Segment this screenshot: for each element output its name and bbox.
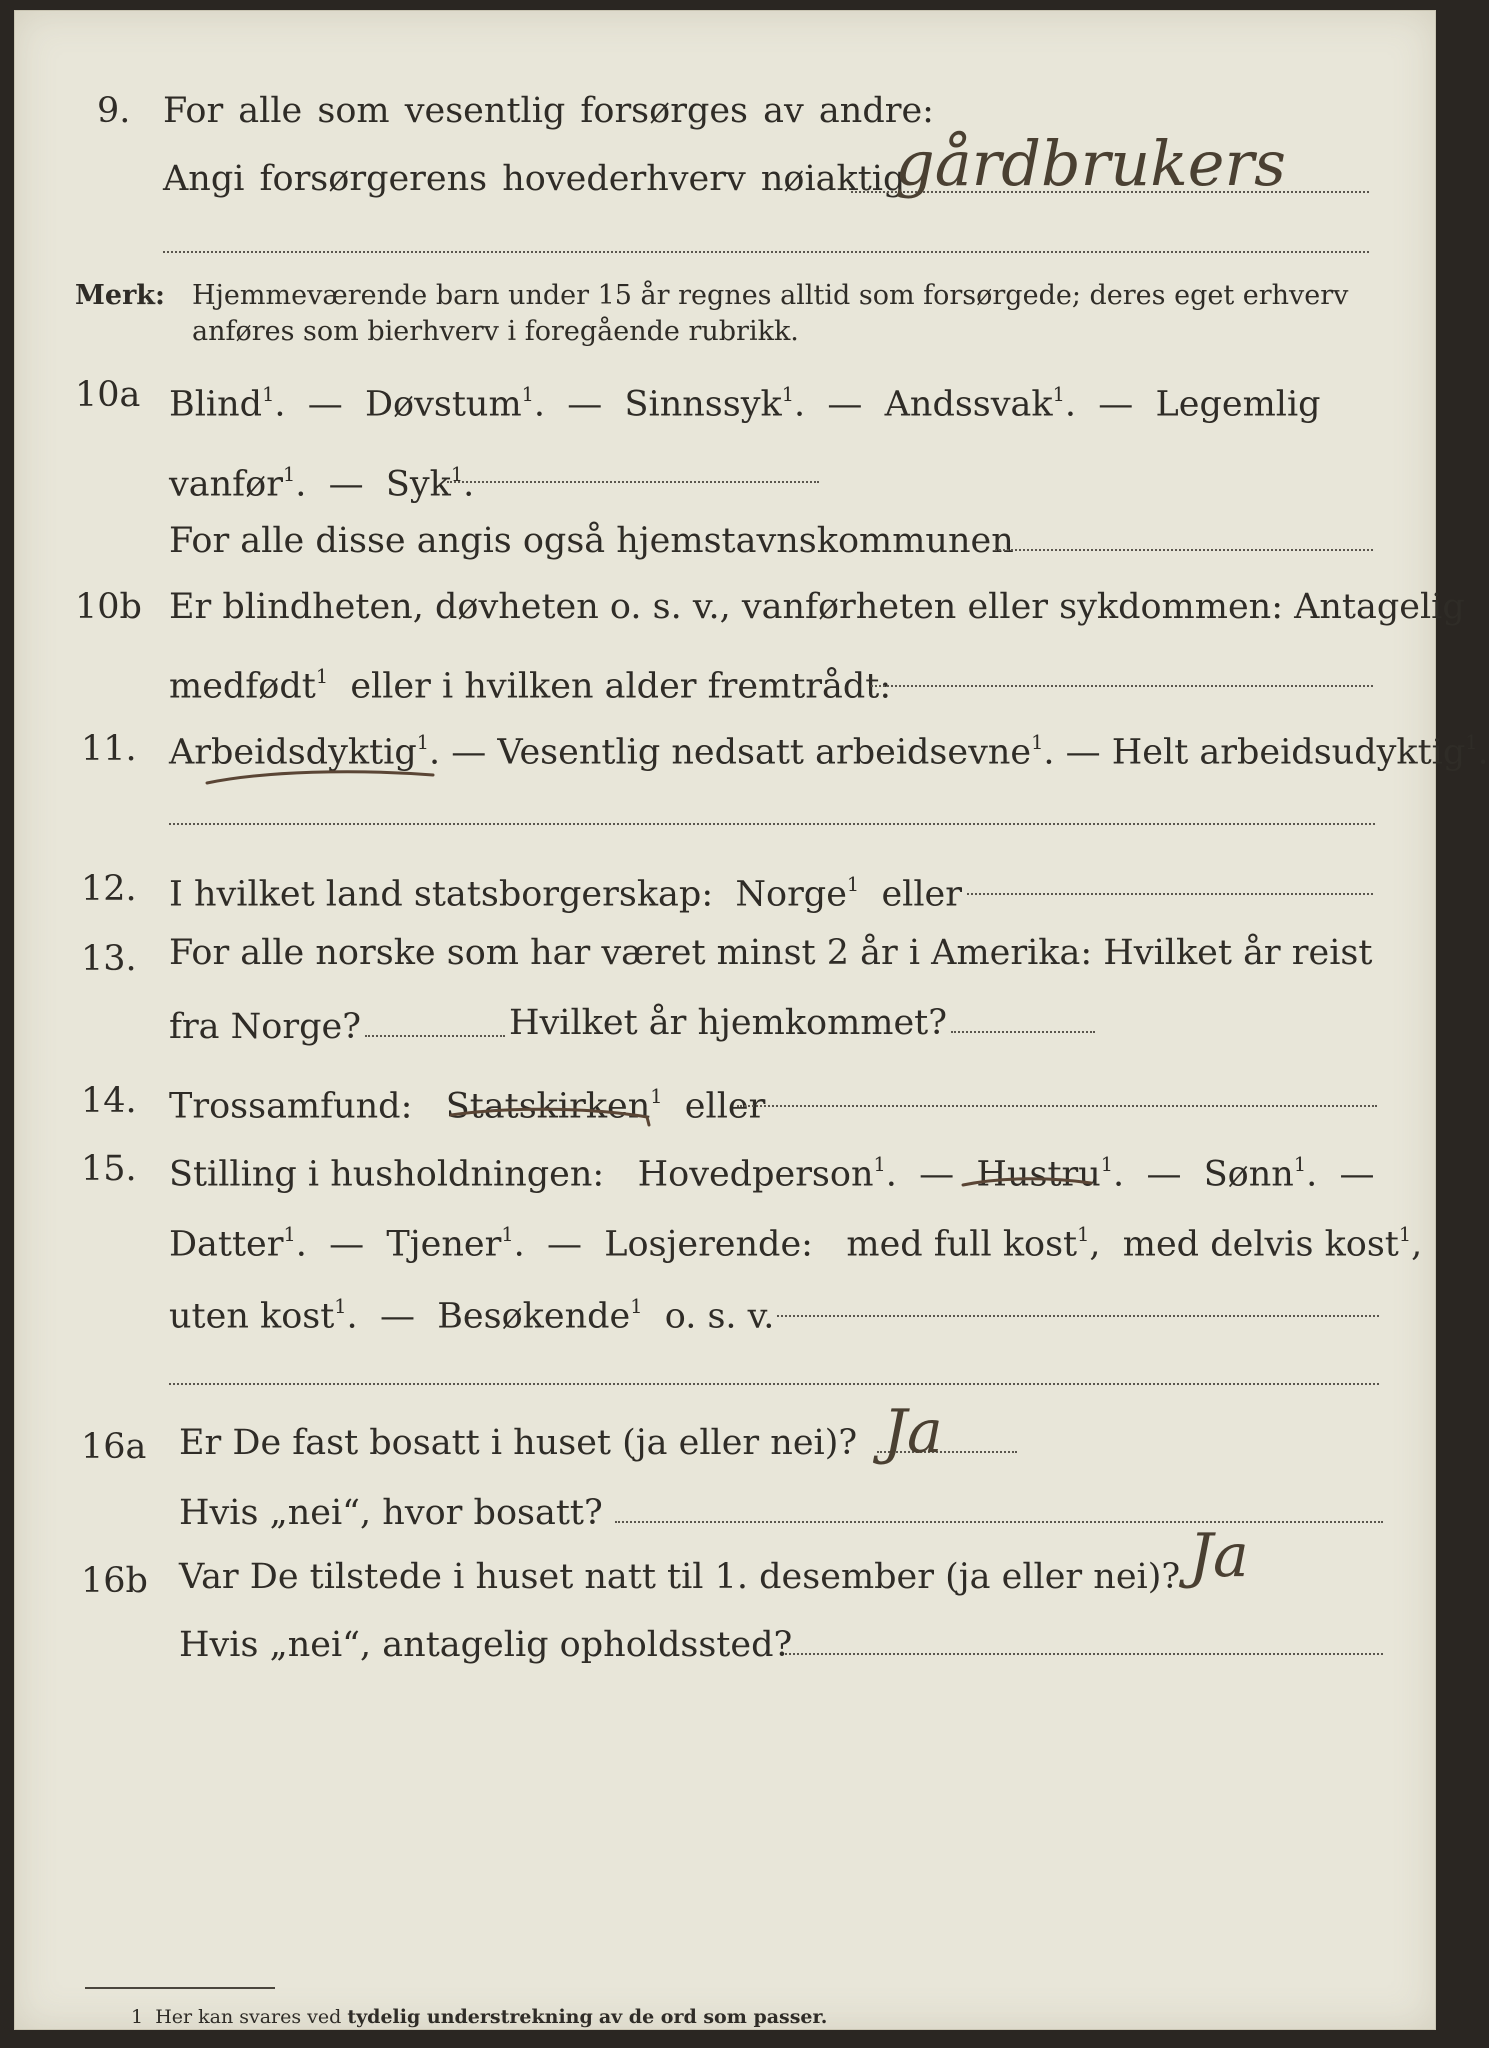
- q16a-line2: Hvis „nei“, hvor bosatt?: [179, 1493, 603, 1533]
- q9-handwritten-answer: gårdbrukers: [895, 127, 1286, 200]
- q15-opt-tjener[interactable]: Tjener: [386, 1224, 502, 1265]
- q16a-line1: Er De fast bosatt i huset (ja eller nei)?: [179, 1423, 858, 1463]
- q16a-number: 16a: [81, 1427, 147, 1467]
- q14-trossamfund-line[interactable]: [737, 1105, 1377, 1107]
- q16b-handwritten-answer: Ja: [1189, 1521, 1249, 1591]
- q9-line2: Angi forsørgerens hovederhverv nøiaktig: [163, 159, 906, 199]
- q15-extra-line[interactable]: [169, 1383, 1379, 1385]
- q15-opt-sonn[interactable]: Sønn: [1203, 1154, 1294, 1195]
- q10b-alder-line[interactable]: [871, 685, 1373, 687]
- q16a-bosatt-line[interactable]: [615, 1521, 1383, 1523]
- q16b-number: 16b: [81, 1561, 148, 1601]
- q14-number: 14.: [81, 1081, 137, 1121]
- q11-opt-udyktig[interactable]: Helt arbeidsudyktig: [1111, 732, 1466, 773]
- merk-line1: Hjemmeværende barn under 15 år regnes alltid som forsørgede; deres eget erhverv: [192, 280, 1349, 311]
- q13-reist-line[interactable]: [365, 1035, 505, 1037]
- q11-line: Arbeidsdyktig$^1$. — Vesentlig nedsatt arbeidsevne$^1$. — Helt arbeidsudyktig$^1$.: [169, 731, 1489, 773]
- q10a-hjemstavn-line[interactable]: [995, 549, 1373, 551]
- q13-line1: For alle norske som har været minst 2 år i Amerika: Hvilket år reist: [169, 933, 1373, 973]
- footnote: 1 Her kan svares ved tydelig understrekning av de ord som passer.: [131, 2006, 828, 2028]
- q11-opt-arbeidsdyktig[interactable]: Arbeidsdyktig: [169, 732, 417, 773]
- q13-line2a: fra Norge?: [169, 1007, 361, 1047]
- q15-line3: uten kost$^1$. — Besøkende$^1$ o. s. v.: [169, 1295, 775, 1337]
- q15-underline-mark: [961, 1171, 1101, 1201]
- q15-opt-delviskost[interactable]: med delvis kost: [1122, 1224, 1399, 1265]
- q15-opt-datter[interactable]: Datter: [169, 1224, 284, 1265]
- q14-line: Trossamfund: Statskirken$^1$ eller: [169, 1085, 766, 1127]
- q10a-syk-line[interactable]: [447, 481, 819, 483]
- q10a-line2: vanfør$^1$. — Syk$^1$.: [169, 463, 475, 505]
- q10a-opt-andssvak[interactable]: Andssvak: [884, 384, 1053, 425]
- q10a-opt-sinnssyk[interactable]: Sinnssyk: [624, 384, 782, 425]
- q9-extra-line[interactable]: [163, 251, 1369, 253]
- q13-hjemkommet-line[interactable]: [951, 1031, 1095, 1033]
- q10b-line1: Er blindheten, døvheten o. s. v., vanførheten eller sykdommen: Antagelig: [169, 587, 1465, 627]
- q15-stilling-line[interactable]: [777, 1315, 1379, 1317]
- q10a-opt-vanfor[interactable]: vanfør: [169, 464, 283, 505]
- q10a-line3: For alle disse angis også hjemstavnskommunen: [169, 521, 1014, 561]
- q10a-opt-blind[interactable]: Blind: [169, 384, 263, 425]
- q12-opt-norge[interactable]: Norge: [735, 874, 847, 915]
- q10a-opt-syk[interactable]: Syk: [385, 464, 451, 505]
- q12-number: 12.: [81, 869, 137, 909]
- q13-number: 13.: [81, 939, 137, 979]
- q10a-opt-dovstum[interactable]: Døvstum: [364, 384, 522, 425]
- q12-land-line[interactable]: [967, 893, 1373, 895]
- q10a-number: 10a: [75, 375, 141, 415]
- q14-opt-statskirken[interactable]: Statskirken: [445, 1086, 651, 1127]
- q15-number: 15.: [81, 1149, 137, 1189]
- q11-underline-mark: [205, 763, 445, 793]
- q11-opt-nedsatt[interactable]: Vesentlig nedsatt arbeidsevne: [497, 732, 1032, 773]
- merk-line2: anføres som bierhverv i foregående rubrikk.: [192, 316, 799, 347]
- q16a-handwritten-answer: Ja: [883, 1397, 943, 1467]
- q11-number: 11.: [81, 729, 137, 769]
- q15-opt-hustru[interactable]: Hustru: [976, 1154, 1101, 1195]
- q13-line2b: Hvilket år hjemkommet?: [509, 1003, 948, 1043]
- q16b-line2: Hvis „nei“, antagelig opholdssted?: [179, 1625, 793, 1665]
- q10a-opt-legemlig[interactable]: Legemlig: [1155, 384, 1321, 425]
- q16b-opholdssted-line[interactable]: [785, 1653, 1383, 1655]
- q10b-line2: medfødt$^1$ eller i hvilken alder fremtrådt:: [169, 665, 892, 707]
- q15-line1: Stilling i husholdningen: Hovedperson$^1$. — Hustru$^1$. — Sønn$^1$. —: [169, 1153, 1375, 1195]
- q15-line2: Datter$^1$. — Tjener$^1$. — Losjerende: med full kost$^1$, med delvis kost$^1$,: [169, 1223, 1423, 1265]
- q10b-number: 10b: [75, 587, 142, 627]
- q15-opt-utenkost[interactable]: uten kost: [169, 1296, 335, 1337]
- q15-opt-hovedperson[interactable]: Hovedperson: [637, 1154, 874, 1195]
- q9-number: 9.: [97, 91, 131, 131]
- q10a-line1: Blind$^1$. — Døvstum$^1$. — Sinnssyk$^1$. — Andssvak$^1$. — Legemlig: [169, 383, 1321, 425]
- footnote-mark: 1: [131, 2006, 144, 2028]
- merk-label: Merk:: [75, 280, 165, 311]
- q15-opt-besokende[interactable]: Besøkende: [437, 1296, 631, 1337]
- q14-underline-mark: [447, 1103, 657, 1133]
- q16b-line1: Var De tilstede i huset natt til 1. desember (ja eller nei)?: [179, 1557, 1181, 1597]
- q9-line1: For alle som vesentlig forsørges av andre:: [163, 91, 934, 131]
- q12-line: I hvilket land statsborgerskap: Norge$^1$ eller: [169, 873, 962, 915]
- footnote-divider: [85, 1987, 275, 1989]
- census-form-page: [14, 10, 1489, 2030]
- q15-opt-fullkost[interactable]: med full kost: [846, 1224, 1078, 1265]
- q11-extra-line[interactable]: [169, 823, 1375, 825]
